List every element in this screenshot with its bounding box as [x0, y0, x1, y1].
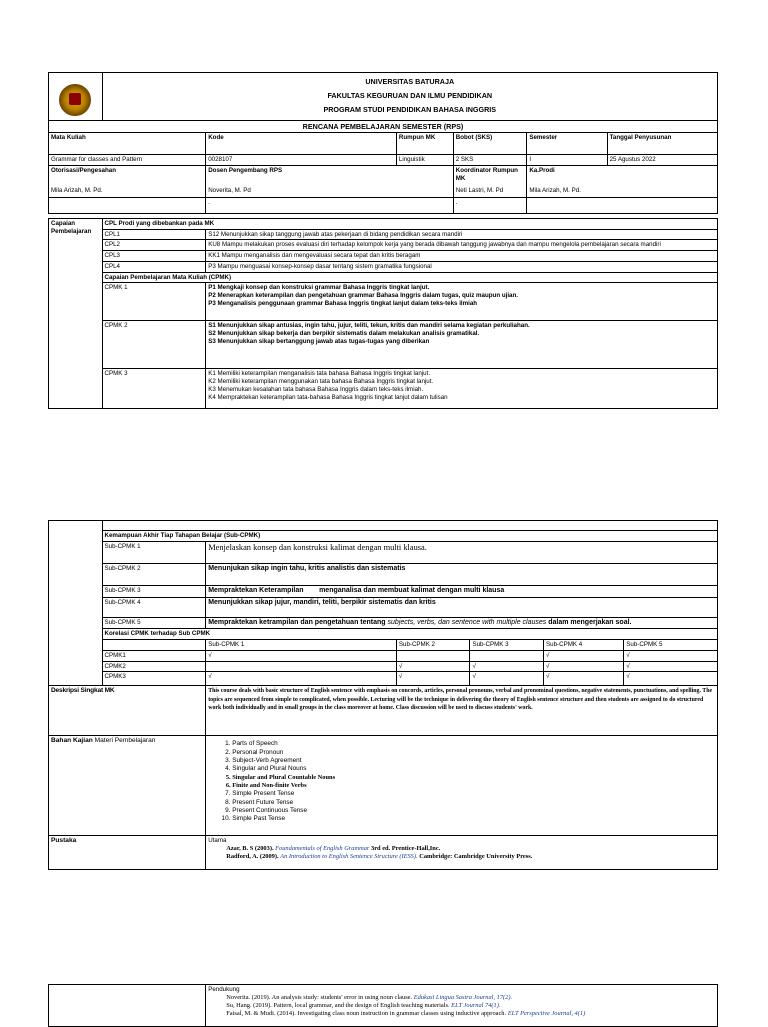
matrix-col-head: Sub-CPMK 1: [206, 640, 397, 651]
matrix-cell: √: [206, 672, 397, 686]
cpl-text: KK1 Mampu menganalisis dan mengevaluasi secara tepat dan kritis beragam: [206, 251, 718, 262]
matrix-cell: √: [544, 672, 624, 686]
otorisasi-label: Otorisasi/Pengesahan: [51, 166, 116, 174]
cpmk-text: [206, 369, 718, 409]
cpmk-item: K2 Memiliki keterampilan menggunakan tata bahasa Bahasa Inggris tingkat lanjut.: [208, 378, 434, 385]
list-item: 2. Personal Pronoun: [232, 749, 715, 757]
sup3-text: Faisal, M. & Mudi. (2014). Investigating class noun instruction in grammar classes using inductive approach.: [226, 1009, 508, 1017]
list-item: 8. Present Future Tense: [232, 799, 715, 807]
koordinator-cell: [453, 165, 527, 197]
cpl-text: P3 Mampu menguasai konsep-konsep dasar tentang sistem gramatika fungsional: [206, 261, 718, 272]
subcpmk-text: Menunjukan sikap ingin tahu, kritis analistis dan sistematis: [206, 563, 718, 585]
value-semester: I: [527, 155, 607, 166]
matrix-col-head: Sub-CPMK 4: [544, 640, 624, 651]
subcpmk5-part-b: subjects, verbs, dan sentence with multiple clauses: [387, 618, 547, 626]
matrix-col-head: Sub-CPMK 5: [624, 640, 718, 651]
pendukung-ref-2: [208, 1002, 715, 1010]
subcpmk-code: Sub-CPMK 1: [102, 541, 206, 563]
label-tanggal: Tanggal Penyusunan: [607, 133, 717, 155]
faculty-name: FAKULTAS KEGURUAN DAN ILMU PENDIDIKAN: [327, 91, 493, 100]
rps-page-3: [48, 984, 718, 1027]
otorisasi-cell: [49, 165, 206, 197]
sign-cell-2: .: [206, 197, 454, 213]
label-mata-kuliah: Mata Kuliah: [49, 133, 206, 155]
ref2-title: An Introduction to English Sentence Structure (IESS).: [280, 853, 418, 860]
matrix-cell: [470, 650, 544, 661]
list-item: 6. Finite and Non-finite Verbs: [232, 782, 715, 790]
value-bobot: 2 SKS: [453, 155, 527, 166]
sup2-journal: ELT Journal 74(1).: [451, 1001, 501, 1009]
koordinator-name: Neti Lastri, M. Pd: [455, 187, 504, 194]
list-item: 7. Simple Present Tense: [232, 790, 715, 798]
subcpmk-head: Kemampuan Akhir Tiap Tahapan Belajar (Sub-CPMK): [102, 531, 717, 542]
matrix-cell: √: [624, 661, 718, 672]
university-name: UNIVERSITAS BATURAJA: [365, 77, 455, 86]
rps-page-2: [48, 520, 718, 870]
cpl-code: CPL2: [102, 240, 206, 251]
matrix-row-head: CPMK2: [102, 661, 206, 672]
dosen-label: Dosen Pengembang RPS: [208, 166, 283, 174]
deskripsi-label: Deskripsi Singkat MK: [49, 686, 206, 736]
deskripsi-text: This course deals with basic structure of English sentence with emphasis on concords, articles, personal pronouns, verbal and pronominal questions, negative statements, punctuations, and spelling. The topics are sequenced from simple to complicated, when possible. Lecturing will be the technique in delivering the theory of English sentence structure and then students are assigned to do structured work both individually and in small groups in the class moreover at home. Class discussion will be used to discuss students' work.: [206, 686, 718, 736]
list-item: 5. Singular and Plural Countable Nouns: [232, 774, 715, 782]
pendukung-label: Pendukung: [208, 986, 240, 993]
subcpmk5-part-a: Mempraktekan ketrampilan dan pengetahuan tentang: [208, 618, 388, 626]
matrix-cell: √: [624, 672, 718, 686]
sup1-journal: Edukasi Lingua Sastra Journal, 17(2).: [413, 993, 513, 1001]
university-logo-icon: [59, 84, 91, 116]
matrix-row-head: CPMK1: [102, 650, 206, 661]
cpmk-item: K4 Mempraktekan keterampilan tata-bahasa Bahasa Inggris tingkat lanjut dalam tulisan: [208, 393, 448, 401]
list-item: 3. Subject-Verb Agreement: [232, 757, 715, 765]
sign-cell-3: .: [453, 197, 527, 213]
cpl-head: CPL Prodi yang dibebankan pada MK: [102, 218, 717, 229]
value-mata-kuliah: Grammar for classes and Pattern: [49, 155, 206, 166]
left-blank: [49, 521, 103, 686]
koordinator-label: Koordinator Rumpun MK: [455, 166, 518, 182]
cpl-code: CPL4: [102, 261, 206, 272]
matrix-col-head: Sub-CPMK 2: [396, 640, 470, 651]
value-tanggal: 25 Agustus 2022: [607, 155, 717, 166]
bahan-label: [49, 736, 206, 836]
ref2-publisher: Cambridge: Cambridge University Press.: [417, 853, 533, 860]
pustaka-cell: [206, 836, 718, 870]
capaian-label: Capaian Pembelajaran: [49, 218, 103, 409]
subcpmk-text: Mempraktekan Keterampilan menganalisa dan membuat kalimat dengan multi klausa: [206, 585, 718, 597]
cpmk-text: [206, 283, 718, 321]
otorisasi-name: Mila Arizah, M. Pd.: [51, 187, 103, 194]
sup1-text: Noverita. (2019). An analysis study: students' error in using noun clause.: [226, 993, 414, 1001]
ref2-author: Radford, A. (2009).: [226, 853, 281, 860]
cpl-text: KU8 Mampu melakukan proses evaluasi diri terhadap kelompok kerja yang berada dibawah tanggung jawabnya dan mampu mengelola pembelajaran secara mandiri: [206, 240, 718, 251]
sign-cell-4: [527, 197, 718, 213]
kaprodi-label: Ka.Prodi: [529, 166, 555, 174]
matrix-cell: [206, 661, 397, 672]
pendukung-ref-3: [208, 1010, 715, 1018]
matrix-corner: [102, 640, 206, 651]
bahan-list: [208, 740, 715, 823]
cpmk-item: P3 Menganalisis penggunaan grammar Bahasa Inggris tingkat lanjut dalam teks-teks ilmiah: [208, 299, 478, 307]
cpmk-head: Capaian Pembelajaran Mata Kuliah (CPMK): [102, 272, 717, 283]
list-item: 9. Present Continuous Tense: [232, 807, 715, 815]
matrix-cell: √: [396, 661, 470, 672]
cpl-code: CPL3: [102, 251, 206, 262]
matrix-col-head: Sub-CPMK 3: [470, 640, 544, 651]
kaprodi-cell: [527, 165, 718, 197]
cpmk-text: [206, 321, 718, 369]
cpmk-item: P2 Menerapkan keterampilan dan pengetahuan grammar Bahasa Inggris dalam tugas, quiz maupun ujian.: [208, 292, 518, 299]
cpmk-item: K1 Memiliki keterampilan menganalisis tata bahasa Bahasa Inggris tingkat lanjut.: [208, 370, 431, 378]
matrix-cell: √: [206, 650, 397, 661]
cpmk-code: CPMK 3: [102, 369, 206, 409]
subcpmk-text: Menjelaskan konsep dan konstruksi kalimat dengan multi klausa.: [206, 541, 718, 563]
matrix-cell: [396, 650, 470, 661]
ref1-title: Foundamentals of English Grammar: [275, 845, 370, 852]
bahan-label-b: Materi Pembelajaran: [92, 737, 156, 745]
matrix-cell: √: [544, 650, 624, 661]
list-item: 10. Simple Past Tense: [232, 815, 715, 823]
kaprodi-name: Mila Arizah, M. Pd.: [529, 187, 581, 194]
subcpmk-text: Menunjukkan sikap jujur, mandiri, teliti, berpikir sistematis dan kritis: [206, 597, 718, 617]
cpmk-code: CPMK 2: [102, 321, 206, 369]
subcpmk-code: Sub-CPMK 5: [102, 617, 206, 629]
subcpmk5-part-c: dalam mengerjakan soal.: [546, 618, 632, 626]
matrix-cell: √: [470, 661, 544, 672]
cpmk-item: S1 Menunjukkan sikap antusias, ingin tahu, jujur, teliti, tekun, kritis dan mandiri selama kegiatan perkuliahan.: [208, 322, 530, 330]
pustaka-utama-label: Utama: [208, 837, 227, 845]
pustaka-ref-2: [208, 853, 715, 861]
label-kode: Kode: [206, 133, 397, 155]
subcpmk-code: Sub-CPMK 4: [102, 597, 206, 617]
cpmk-code: CPMK 1: [102, 283, 206, 321]
subcpmk-text: [206, 617, 718, 629]
doc-title: RENCANA PEMBELAJARAN SEMESTER (RPS): [49, 121, 718, 133]
dosen-name: Noverita, M. Pd: [208, 187, 251, 194]
logo-cell: [49, 73, 103, 121]
capaian-table: [48, 218, 718, 410]
bahan-label-a: Bahan Kajian: [51, 737, 93, 745]
header-titles: [102, 73, 717, 121]
cpmk-item: S3 Menunjukkan sikap bertanggung jawab atas tugas-tugas yang diberikan: [208, 337, 430, 345]
matrix-cell: √: [544, 661, 624, 672]
matrix-row-head: CPMK3: [102, 672, 206, 686]
pendukung-ref-1: [208, 994, 715, 1002]
pendukung-cell: [206, 985, 718, 1027]
subcpmk-code: Sub-CPMK 3: [102, 585, 206, 597]
korelasi-head: Korelasi CPMK terhadap Sub CPMK: [102, 629, 717, 640]
rps-header-table: [48, 72, 718, 214]
sup2-text: Su, Hang. (2019). Pattern, local grammar, and the design of English teaching materials.: [226, 1001, 452, 1009]
dosen-cell: [206, 165, 454, 197]
cpl-code: CPL1: [102, 229, 206, 240]
pendukung-table: [48, 984, 718, 1027]
matrix-cell: √: [396, 672, 470, 686]
list-item: 1. Parts of Speech: [232, 740, 715, 748]
sign-cell-1: [49, 197, 206, 213]
value-kode: 0028107: [206, 155, 397, 166]
cpmk-item: P1 Mengkaji konsep dan konstruksi grammar Bahasa Inggris tingkat lanjut.: [208, 284, 430, 292]
cpl-text: S12 Menunjukkan sikap tanggung jawab atas pekerjaan di bidang pendidikan secara mandiri: [206, 229, 718, 240]
sup3-journal: ELT Perspective Journal, 4(1): [507, 1009, 586, 1017]
ref1-publisher: 3rd ed. Prentice-Hall,Inc.: [369, 845, 441, 852]
subcpmk-table: [48, 520, 718, 870]
ref1-author: Azar, B. S (2003).: [226, 845, 276, 852]
blank-top-row: [102, 521, 717, 531]
label-bobot: Bobot (SKS): [453, 133, 527, 155]
list-item: 4. Singular and Plural Nouns: [232, 765, 715, 773]
value-rumpun: Linguistik: [396, 155, 453, 166]
bahan-list-cell: [206, 736, 718, 836]
pustaka-ref-1: [208, 845, 715, 853]
cpmk-item: K3 Menemukan kesalahan tata bahasa Bahasa Inggris dalam teks-teks ilmiah.: [208, 385, 424, 393]
rps-page-1: [48, 72, 718, 409]
label-semester: Semester: [527, 133, 607, 155]
label-rumpun: Rumpun MK: [396, 133, 453, 155]
program-name: PROGRAM STUDI PENDIDIKAN BAHASA INGGRIS: [323, 105, 497, 114]
subcpmk-code: Sub-CPMK 2: [102, 563, 206, 585]
cpmk-item: S2 Menunjukkan sikap bekerja dan berpikir sistematis dalam melakukan analisis gramatikal.: [208, 330, 480, 337]
matrix-cell: √: [624, 650, 718, 661]
matrix-cell: √: [470, 672, 544, 686]
pustaka-label: Pustaka: [49, 836, 206, 870]
pendukung-blank: [49, 985, 206, 1027]
